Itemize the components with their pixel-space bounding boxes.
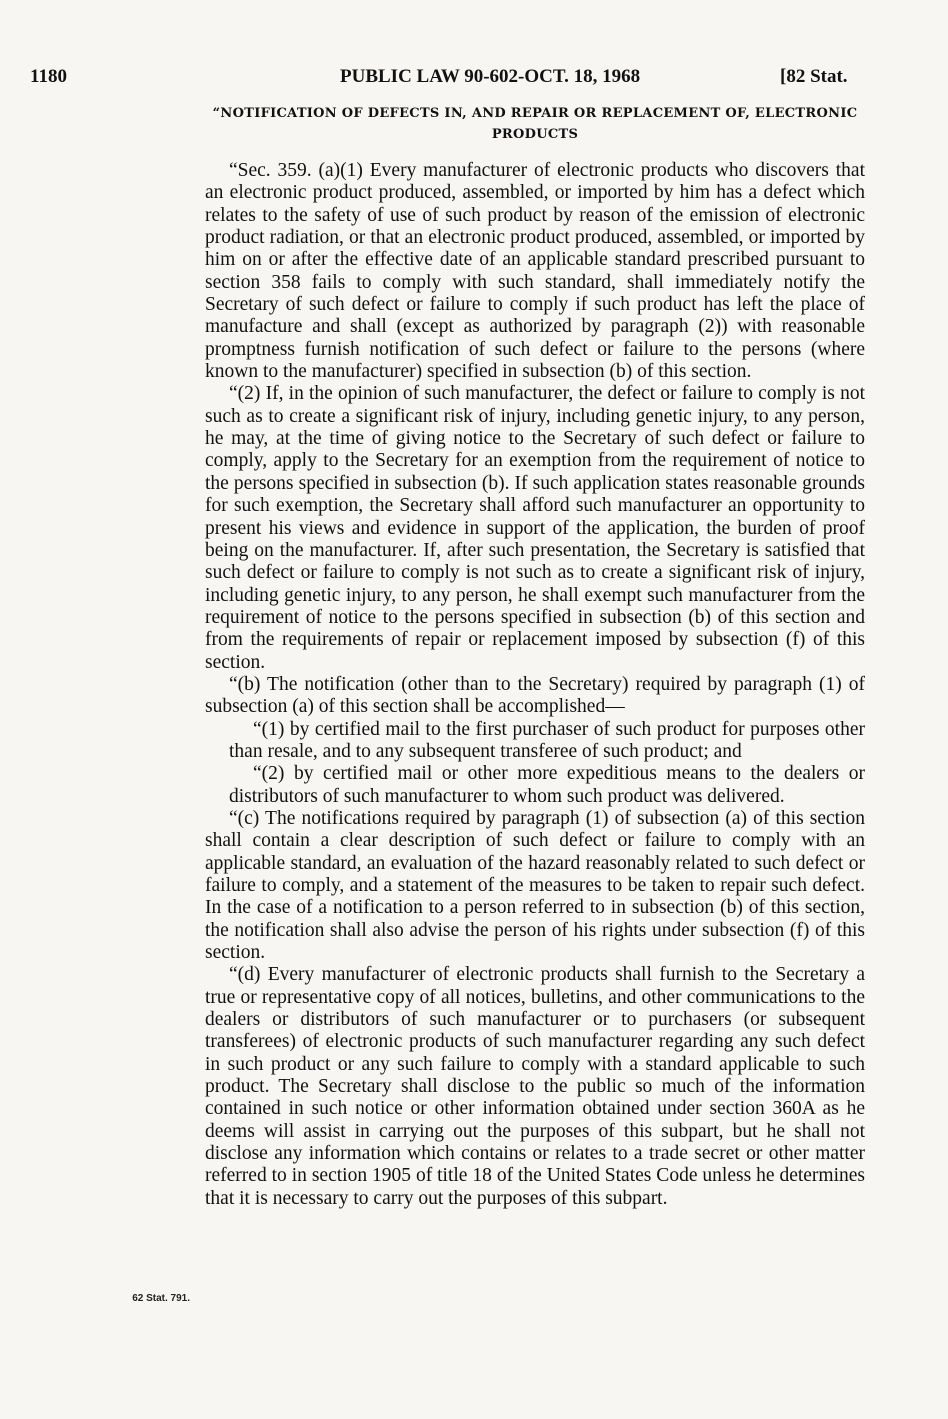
running-title: PUBLIC LAW 90-602-OCT. 18, 1968	[340, 66, 641, 87]
paragraph-d: “(d) Every manufacturer of electronic products shall furnish to the Secretary a true or representative copy of all notices, bulletins, and other communications to the dealers or distributors of such manufacturer or to purchasers (or subsequent transferees) of electronic products of such manufacturer regarding any such defect in such product or any such failure to comply with a standard applicable to such product. The Secretary shall disclose to the public so much of the information contained in such notice or other information obtained under section 360A as he deems will assist in carrying out the purposes of this subpart, but he shall not disclose any information which contains or relates to a trade secret or other matter referred to in section 1905 of title 18 of the United States Code unless he determines that it is necessary to carry out the purposes of this subpart.	[205, 964, 865, 1209]
paragraph-a2: “(2) If, in the opinion of such manufacturer, the defect or failure to comply is not such as to create a significant risk of injury, including genetic injury, to any person, he may, at the time of giving notice to the Secretary of such defect or failure to comply, apply to the Secretary for an exemption from the requirement of notice to the persons specified in subsection (b). If such application states reasonable grounds for such exemption, the Secretary shall afford such manufacturer an opportunity to present his views and evidence in support of the application, the burden of proof being on the manufacturer. If, after such presentation, the Secretary is satisfied that such defect or failure to comply is not such as to create a significant risk of injury, including genetic injury, to any person, he shall exempt such manufacturer from the requirement of notice to the persons specified in subsection (b) of this section and from the requirements of repair or replacement imposed by subsection (f) of this section.	[205, 383, 865, 673]
section-body	[205, 160, 865, 1210]
page-number: 1180	[30, 66, 67, 87]
paragraph-b1: “(1) by certified mail to the first purchaser of such product for purposes other than resale, and to any subsequent transferee of such product; and	[229, 718, 865, 762]
paragraph-a1: “Sec. 359. (a)(1) Every manufacturer of electronic products who discovers that an electronic product produced, assembled, or imported by him has a defect which relates to the safety of use of such product by reason of the emission of electronic product radiation, or that an electronic product produced, assembled, or imported by him on or after the effective date of an applicable standard prescribed pursuant to section 358 fails to comply with such standard, shall immediately notify the Secretary of such defect or failure to comply if such product has left the place of manufacture and shall (except as authorized by paragraph (2)) with reasonable promptness furnish notification of such defect or failure to the persons (where known to the manufacturer) specified in subsection (b) of this section.	[205, 160, 865, 383]
paragraph-b: “(b) The notification (other than to the Secretary) required by paragraph (1) of subsection (a) of this section shall be accomplished—	[205, 673, 865, 718]
paragraph-b2: “(2) by certified mail or other more expeditious means to the dealers or distributors of such manufacturer to whom such product was delivered.	[229, 763, 865, 807]
paragraph-c: “(c) The notifications required by paragraph (1) of subsection (a) of this section shall contain a clear description of such defect or failure to comply with an applicable standard, an evaluation of the hazard reasonably related to such defect or failure to comply, and a statement of the measures to be taken to repair such defect. In the case of a notification to a person referred to in subsection (b) of this section, the notification shall also advise the person of his rights under subsection (f) of this section.	[205, 807, 865, 964]
section-heading: “NOTIFICATION OF DEFECTS IN, AND REPAIR OR REPLACEMENT OF, ELECTRONIC PRODUCTS	[212, 106, 858, 142]
margin-citation: 62 Stat. 791.	[132, 1293, 190, 1304]
volume-reference: [82 Stat.	[780, 66, 848, 87]
